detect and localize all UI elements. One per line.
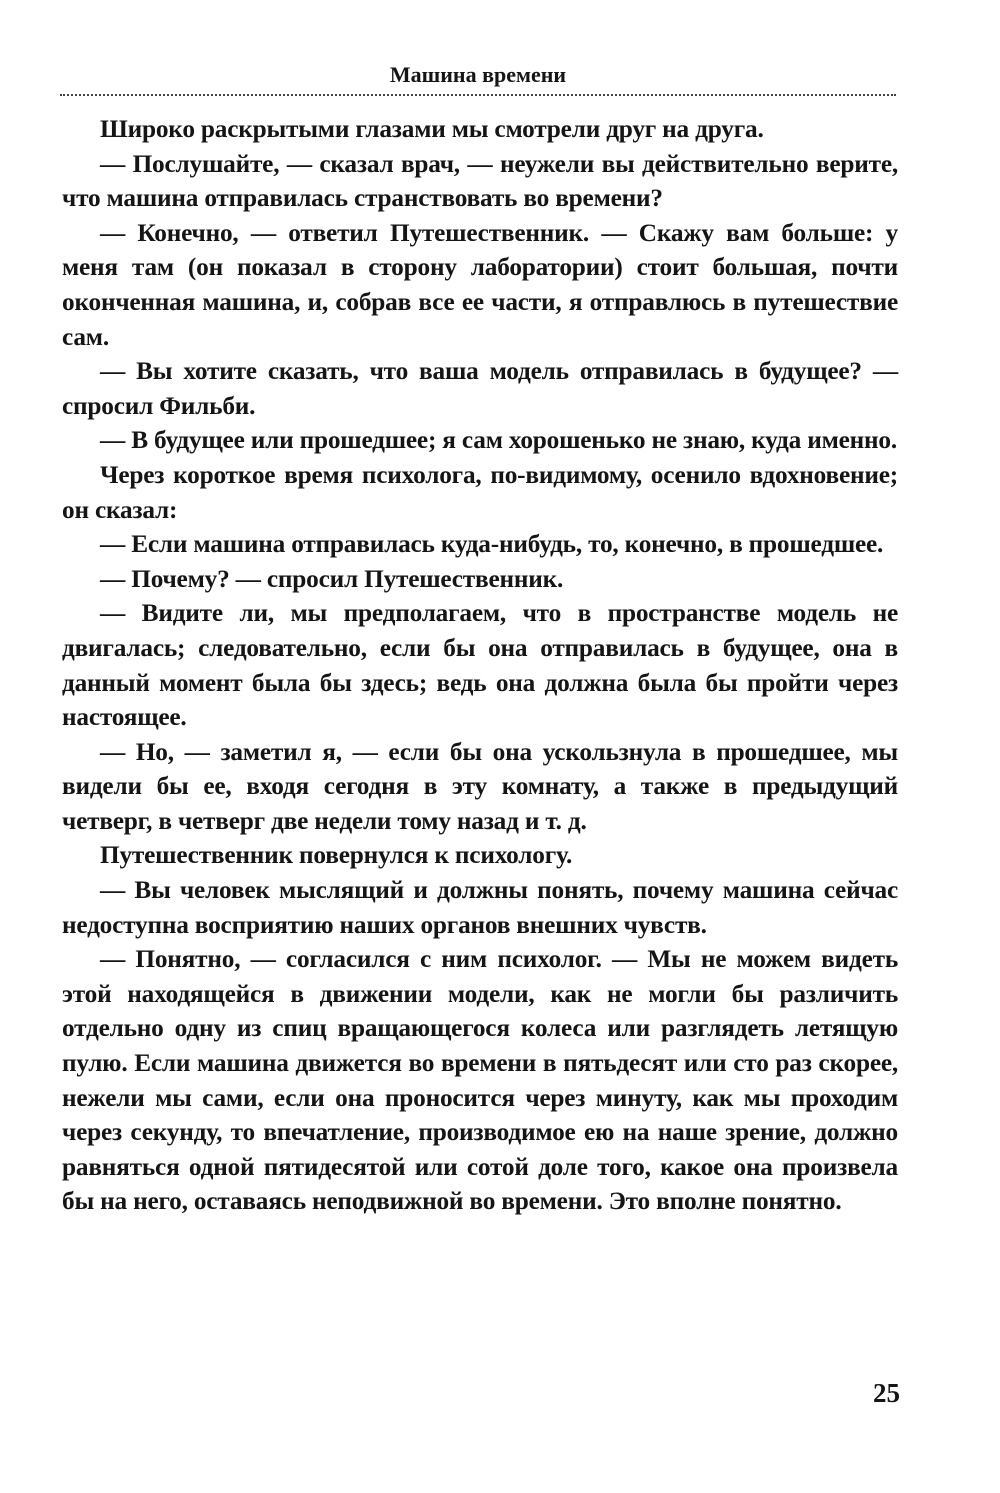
paragraph: — Но, — заметил я, — если бы она ускользнула в прошедшее, мы видели бы ее, входя сегодня в эту комнату, а также в предыдущий четверг, в четверг две недели тому назад и т. д. <box>62 737 898 835</box>
paragraph: — Понятно, — согласился с ним психолог. — Мы не можем видеть этой находящейся в движении модели, как не могли бы различить отдельно одну из спиц вращающегося колеса или разглядеть летящую пулю. Если машина движется во времени в пятьдесят или сто раз скорее, нежели мы сами, если она проносится через минуту, как мы проходим через секунду, то впечатление, производимое ею на наше зрение, должно равняться одной пятидесятой или сотой доле того, какое она произвела бы на него, оставаясь неподвижной во времени. Это вполне понятно. <box>62 945 898 1216</box>
paragraph: Путешественник повернулся к психологу. <box>100 841 573 870</box>
paragraph: Широко раскрытыми глазами мы смотрели друг на друга. <box>100 115 764 143</box>
header-dotted-rule <box>60 94 896 96</box>
paragraph: — Вы хотите сказать, что ваша модель отправилась в будущее? — спросил Фильби. <box>62 357 898 420</box>
running-header-title: Машина времени <box>389 62 567 87</box>
paragraph: Через короткое время психолога, по-видимому, осенило вдохновение; он сказал: <box>62 460 898 524</box>
paragraph: — Послушайте, — сказал врач, — неужели вы действительно верите, что машина отправилась странствовать во времени? <box>62 149 898 213</box>
paragraph: — В будущее или прошедшее; я сам хорошенько не знаю, куда именно. <box>100 426 897 455</box>
page-number: 25 <box>873 1378 900 1408</box>
paragraph: — Вы человек мыслящий и должны понять, почему машина сейчас недоступна восприятию наших органов внешних чувств. <box>62 876 898 939</box>
paragraph: — Почему? — спросил Путешественник. <box>100 564 564 593</box>
page-body <box>62 112 898 1219</box>
paragraph: — Видите ли, мы предполагаем, что в пространстве модель не двигалась; следовательно, если бы она отправилась в будущее, она в данный момент была бы здесь; ведь она должна была бы пройти через настоящее. <box>62 599 898 732</box>
paragraph: — Если машина отправилась куда-нибудь, то, конечно, в прошедшее. <box>100 530 884 559</box>
running-header <box>60 58 896 98</box>
paragraph: — Конечно, — ответил Путешественник. — Скажу вам больше: у меня там (он показал в сторону лаборатории) стоит большая, почти оконченная машина, и, собрав все ее части, я отправлюсь в путешествие сам. <box>62 218 898 351</box>
